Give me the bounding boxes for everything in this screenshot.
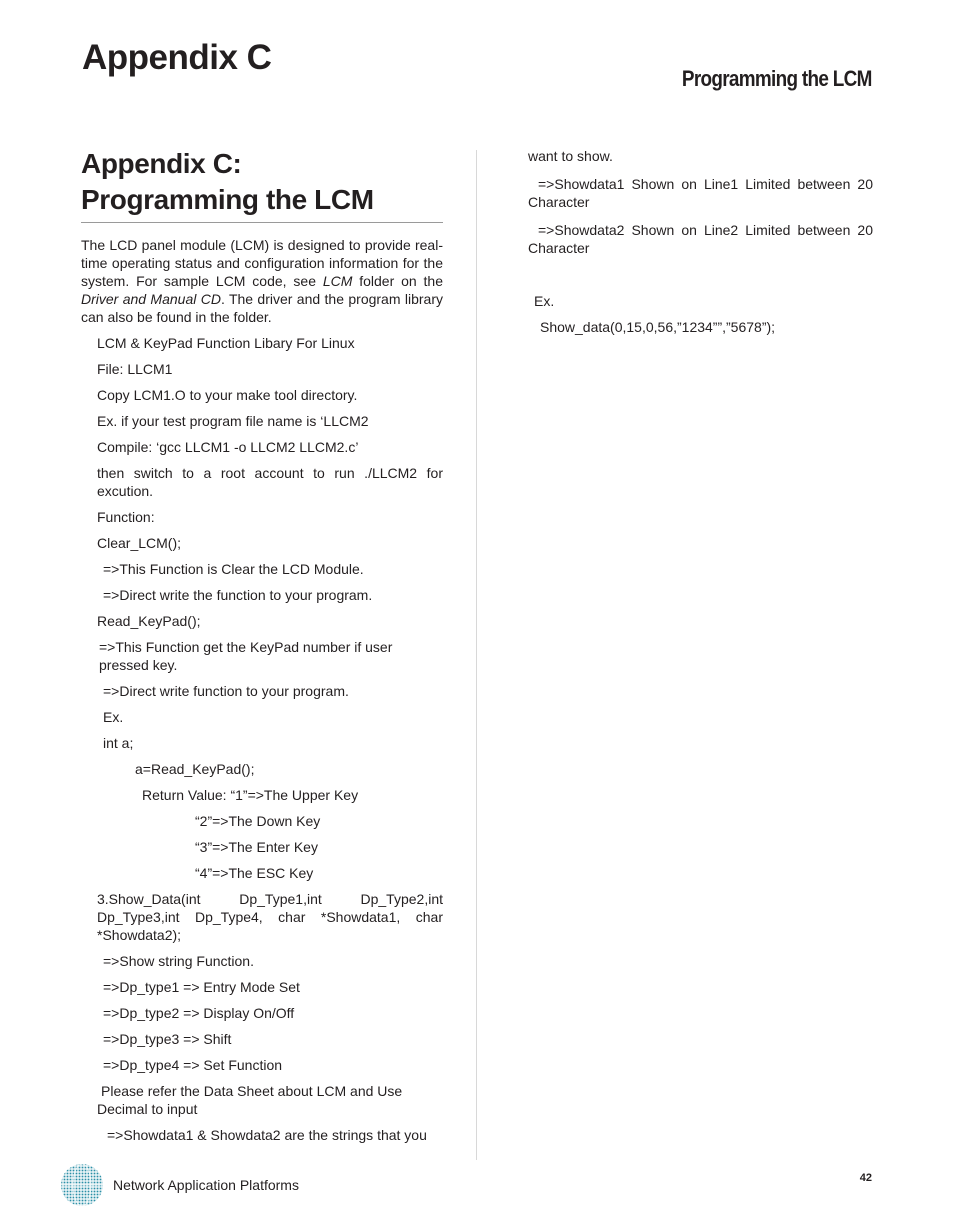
text-line: Compile: ‘gcc LLCM1 -o LLCM2 LLCM2.c’ xyxy=(97,439,359,455)
running-head: Programming the LCM xyxy=(682,66,872,91)
text-line: want to show. xyxy=(528,148,613,164)
code-line: Read_KeyPad(); xyxy=(97,613,201,629)
code-line: Clear_LCM(); xyxy=(97,535,182,551)
intro-text-2: folder on the xyxy=(352,273,443,289)
section-heading-line2: Programming the LCM xyxy=(81,184,374,215)
column-divider xyxy=(476,150,477,1160)
text-line: then switch to a root account to run ./LLCM2 for excution. xyxy=(97,465,443,499)
intro-text-3: . The driver and the program library can also be found in the folder. xyxy=(81,291,443,325)
appendix-title: Appendix C xyxy=(82,38,272,77)
code-line: Show_data(0,15,0,56,”1234””,”5678”); xyxy=(540,319,776,335)
text-line: =>This Function get the KeyPad number if user pressed key. xyxy=(99,639,393,673)
text-line: =>Showdata1 Shown on Line1 Limited between 20 Character xyxy=(528,176,873,210)
intro-emphasis-lcm: LCM xyxy=(322,273,353,289)
text-line: Function: xyxy=(97,509,155,525)
text-line: =>Dp_type4 => Set Function xyxy=(103,1057,283,1073)
left-column xyxy=(81,146,443,1144)
code-line: a=Read_KeyPad(); xyxy=(135,761,255,777)
text-line: Ex. xyxy=(534,293,555,309)
text-line: =>Direct write function to your program. xyxy=(103,683,349,699)
text-line: =>Direct write the function to your program. xyxy=(103,587,373,603)
text-line: “2”=>The Down Key xyxy=(195,813,321,829)
text-line: =>Showdata2 Shown on Line2 Limited between 20 Character xyxy=(528,222,873,256)
code-line: int a; xyxy=(103,735,134,751)
text-line: =>Dp_type2 => Display On/Off xyxy=(103,1005,295,1021)
footer-label: Network Application Platforms xyxy=(113,1177,299,1193)
intro-emphasis-cd: Driver and Manual CD xyxy=(81,291,221,307)
text-line: =>Dp_type1 => Entry Mode Set xyxy=(103,979,300,995)
text-line: =>Dp_type3 => Shift xyxy=(103,1031,232,1047)
text-line: =>This Function is Clear the LCD Module. xyxy=(103,561,364,577)
section-heading xyxy=(81,146,443,223)
text-line: =>Show string Function. xyxy=(103,953,254,969)
globe-logo-icon xyxy=(60,1163,104,1207)
text-line: Ex. xyxy=(103,709,124,725)
text-line: File: LLCM1 xyxy=(97,361,173,377)
text-line: Return Value: “1”=>The Upper Key xyxy=(142,787,359,803)
text-line: Ex. if your test program file name is ‘LLCM2 xyxy=(97,413,369,429)
text-line: Please refer the Data Sheet about LCM and Use Decimal to input xyxy=(97,1083,403,1117)
text-line: “4”=>The ESC Key xyxy=(195,865,314,881)
page-number: 42 xyxy=(859,1172,872,1184)
text-line: Copy LCM1.O to your make tool directory. xyxy=(97,387,358,403)
text-line: “3”=>The Enter Key xyxy=(195,839,318,855)
code-line: 3.Show_Data(int Dp_Type1,int Dp_Type2,int Dp_Type3,int Dp_Type4, char *Showdata1, char *Showdata2); xyxy=(97,891,443,943)
right-column xyxy=(528,146,873,336)
section-heading-line1: Appendix C: xyxy=(81,148,242,179)
intro-paragraph xyxy=(81,236,443,326)
text-line: LCM & KeyPad Function Libary For Linux xyxy=(97,335,355,351)
text-line: =>Showdata1 & Showdata2 are the strings that you xyxy=(107,1127,427,1143)
intro-text-1: The LCD panel module (LCM) is designed to provide real-time operating status and configuration information for the system. For sample LCM code, see xyxy=(81,237,443,289)
